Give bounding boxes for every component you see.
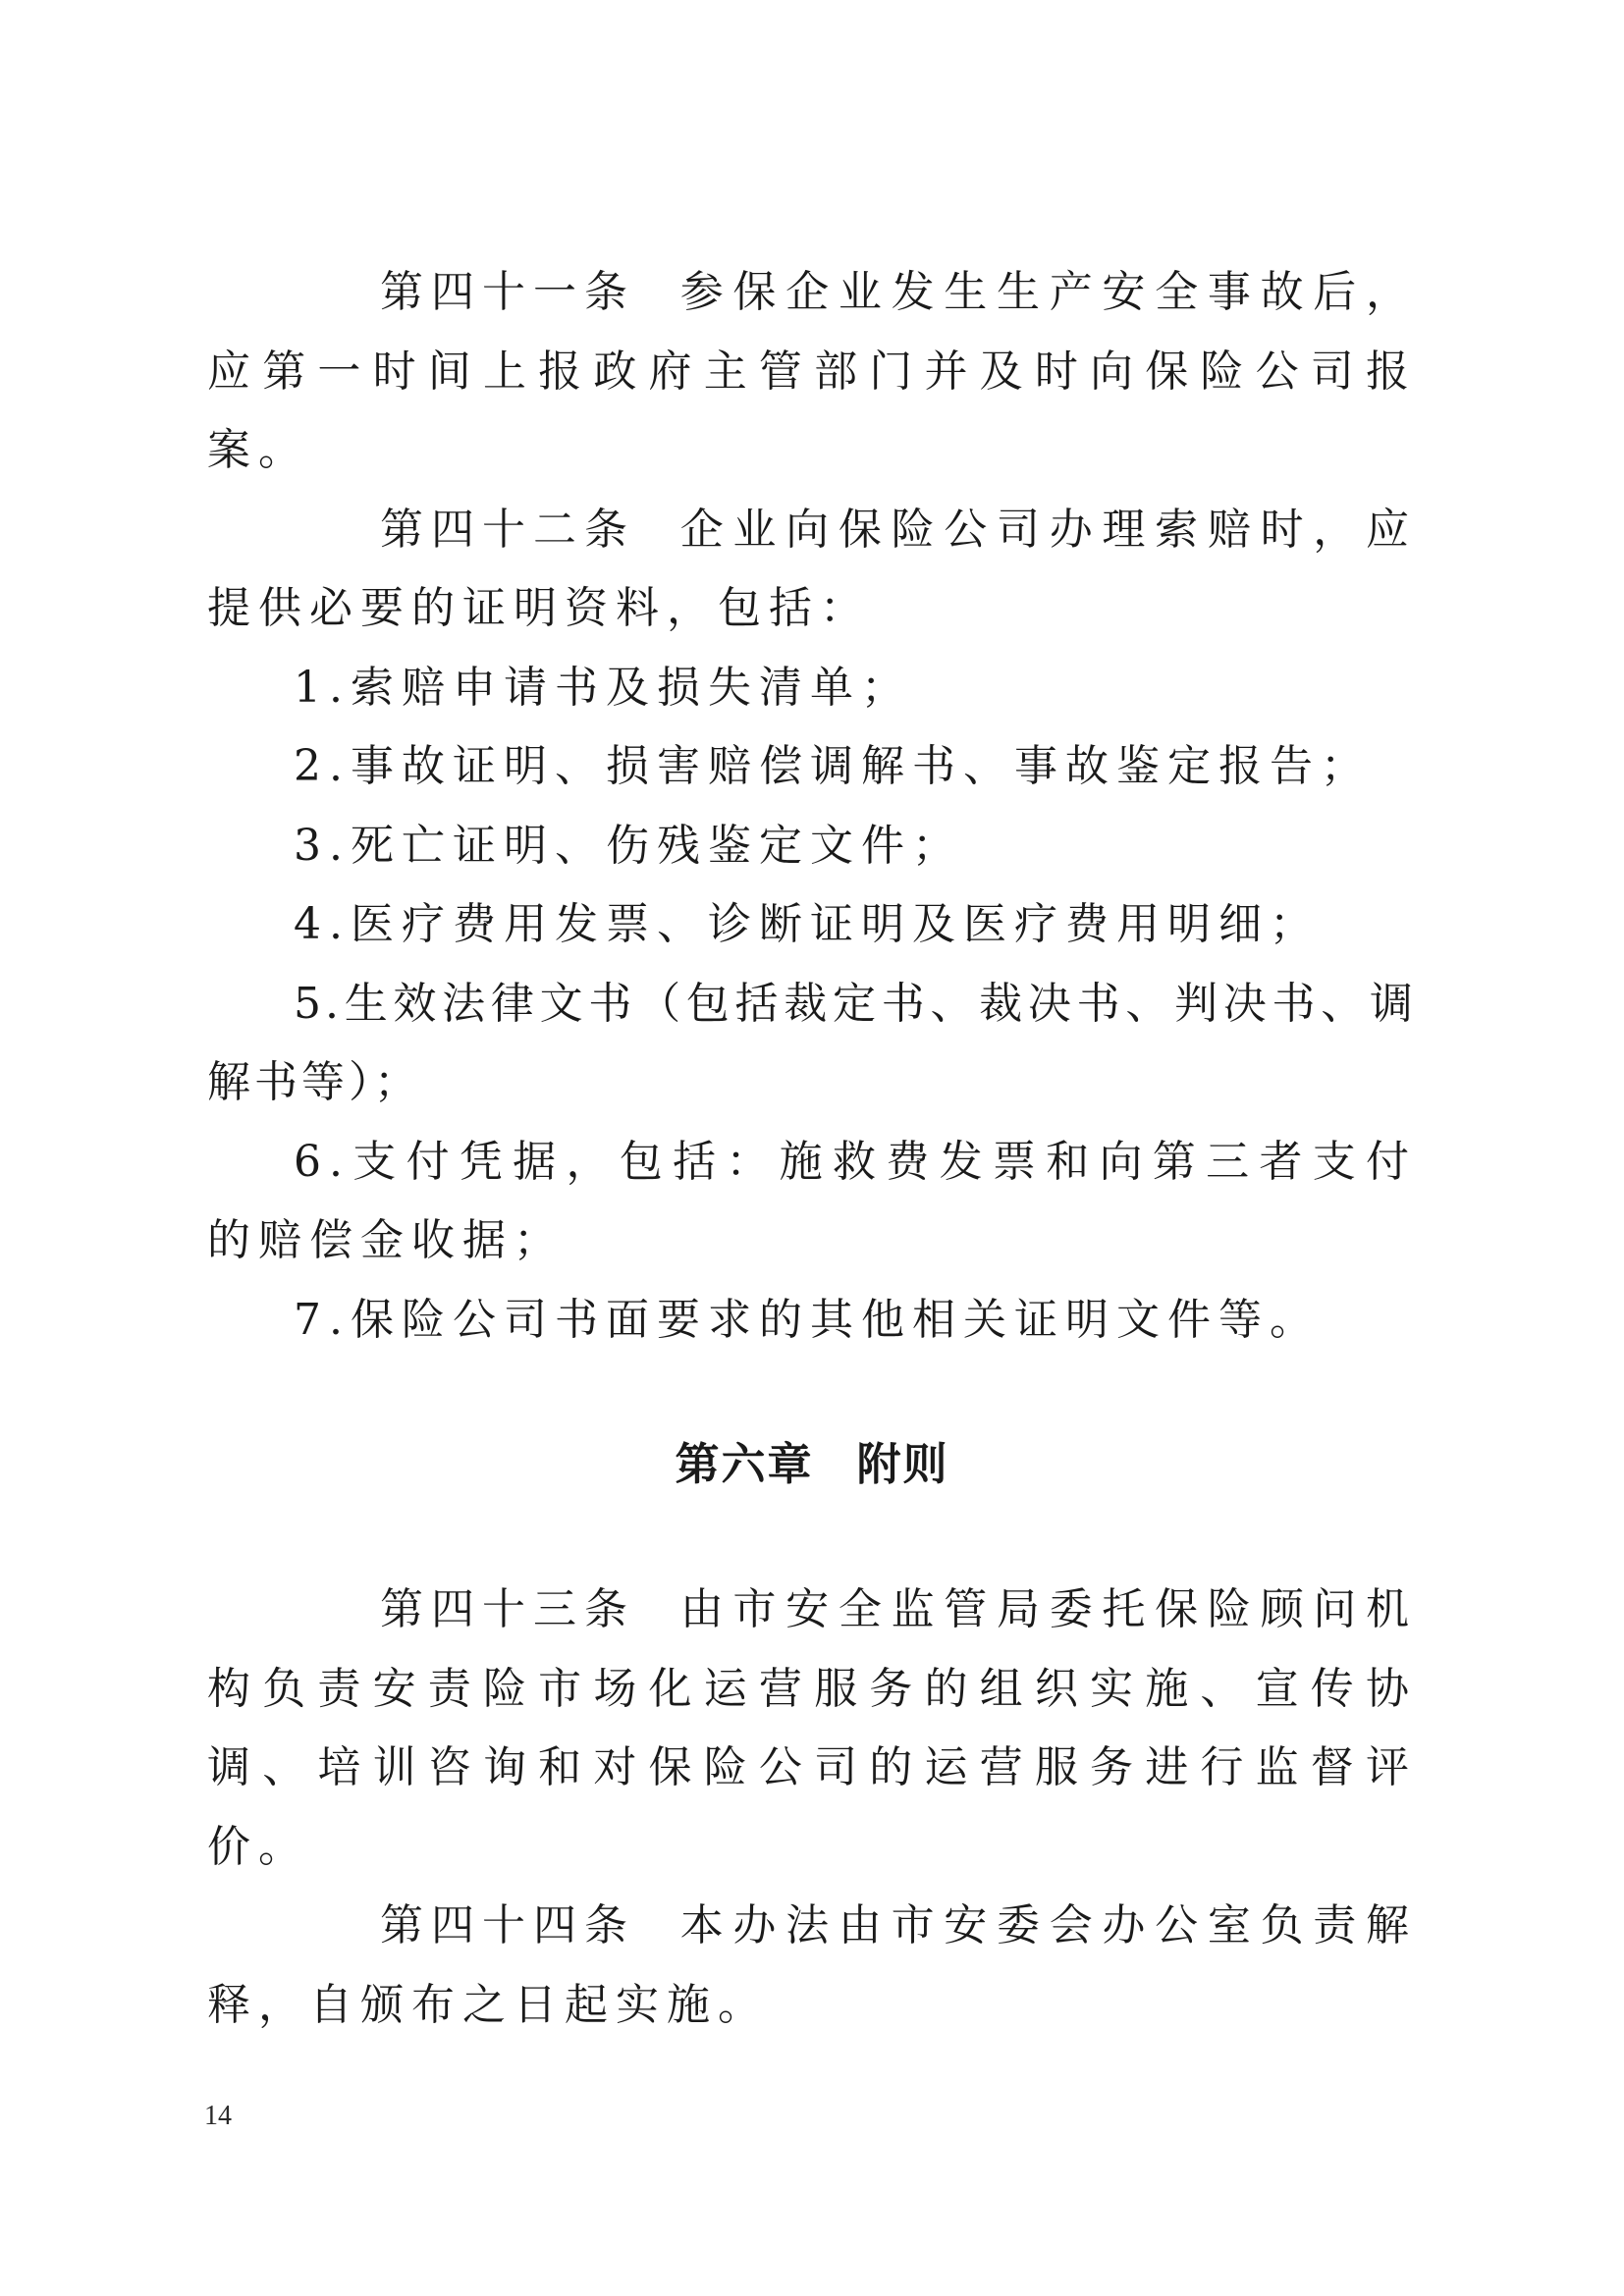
article-text: 企业向保险公司办理索赔时，应提供必要的证明资料，包括： <box>207 504 1417 633</box>
article-number: 第四十三条 <box>380 1584 635 1634</box>
article-text: 由市安全监管局委托保险顾问机构负责安责险市场化运营服务的组织实施、宣传协调、培训咨询和对保险公司的运营服务进行监督评价。 <box>207 1584 1417 1872</box>
chapter-heading <box>207 1425 1417 1504</box>
list-item-1: 1.索赔申请书及损失清单； <box>294 662 912 713</box>
article-44 <box>207 1887 1417 2045</box>
article-number: 第四十四条 <box>380 1900 635 1950</box>
article-number: 第四十二条 <box>380 504 635 555</box>
article-number: 第四十一条 <box>380 267 635 317</box>
chapter-title: 附则 <box>856 1438 949 1490</box>
article-text: 参保企业发生生产安全事故后，应第一时间上报政府主管部门并及时向保险公司报案。 <box>207 267 1417 475</box>
document-body <box>207 253 1417 2045</box>
list-item-6: 6.支付凭据，包括：施救费发票和向第三者支付的赔偿金收据； <box>207 1136 1417 1265</box>
page-number: 14 <box>204 2101 232 2131</box>
article-42 <box>207 491 1417 649</box>
list-item-3: 3.死亡证明、伤残鉴定文件； <box>294 820 963 871</box>
article-text: 本办法由市安委会办公室负责解释，自颁布之日起实施。 <box>207 1900 1417 2030</box>
list-item-7: 7.保险公司书面要求的其他相关证明文件等。 <box>294 1294 1321 1345</box>
list-item-2: 2.事故证明、损害赔偿调解书、事故鉴定报告； <box>294 741 1372 791</box>
article-41 <box>207 253 1417 491</box>
list-item-5: 5.生效法律文书（包括裁定书、裁决书、判决书、调解书等）； <box>207 978 1417 1107</box>
chapter-number: 第六章 <box>675 1438 814 1490</box>
article-43 <box>207 1571 1417 1887</box>
list-item-4: 4.医疗费用发票、诊断证明及医疗费用明细； <box>294 899 1321 949</box>
